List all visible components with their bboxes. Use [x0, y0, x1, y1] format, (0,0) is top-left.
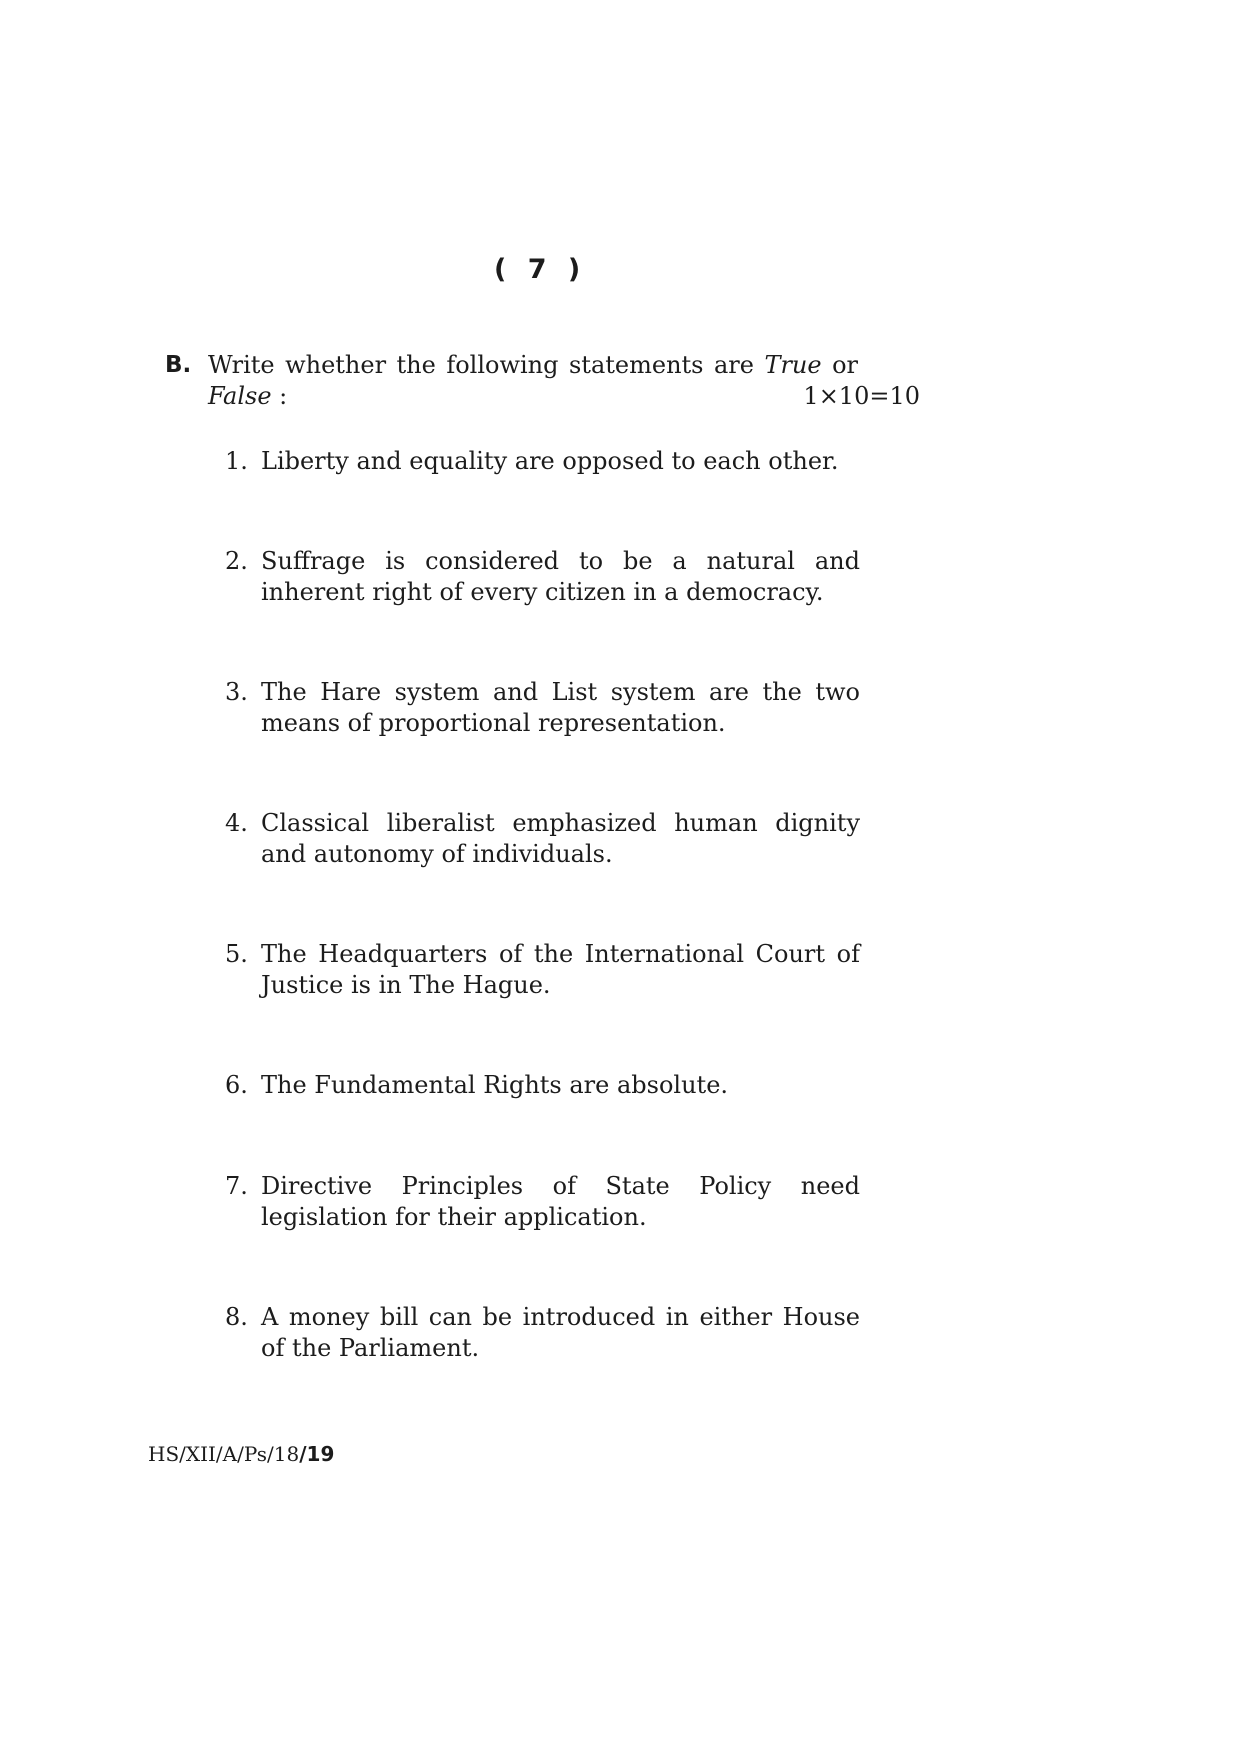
false-suffix: :	[271, 382, 288, 410]
question-item	[225, 446, 860, 477]
instruction-text: Write whether the following statements are	[208, 351, 765, 379]
question-number: 1.	[225, 447, 248, 475]
question-text: The Headquarters of the International Court of Justice is in The Hague.	[261, 940, 860, 999]
or-word: or	[821, 351, 859, 379]
question-item	[225, 1070, 860, 1101]
page-number: ( 7 )	[494, 254, 587, 285]
question-text: The Fundamental Rights are absolute.	[261, 1071, 729, 1099]
section-instruction	[165, 350, 920, 412]
question-section-b	[165, 350, 920, 412]
instruction-line-2	[208, 381, 920, 412]
question-text: Suffrage is considered to be a natural and inherent right of every citizen in a democracy.	[261, 547, 860, 606]
paper-code-text: HS/XII/A/Ps/18	[148, 1442, 300, 1466]
question-item	[225, 808, 860, 870]
marks-label: 1×10=10	[803, 382, 920, 410]
question-number: 8.	[225, 1303, 248, 1331]
question-text: Directive Principles of State Policy need legislation for their application.	[261, 1172, 860, 1231]
false-word: False	[208, 382, 272, 410]
false-label	[208, 381, 287, 412]
question-number: 2.	[225, 547, 248, 575]
question-item	[225, 546, 860, 608]
paper-code	[148, 1442, 334, 1466]
question-text: Classical liberalist emphasized human dignity and autonomy of individuals.	[261, 809, 860, 868]
question-text: The Hare system and List system are the two means of proportional representation.	[261, 678, 860, 737]
question-item	[225, 1302, 860, 1364]
question-number: 4.	[225, 809, 248, 837]
question-number: 5.	[225, 940, 248, 968]
question-number: 3.	[225, 678, 248, 706]
instruction-line-1	[208, 350, 858, 381]
paper-code-suffix: /19	[299, 1442, 335, 1466]
question-text: Liberty and equality are opposed to each other.	[261, 447, 839, 475]
question-number: 7.	[225, 1172, 248, 1200]
section-letter: B.	[165, 352, 192, 378]
question-text: A money bill can be introduced in either House of the Parliament.	[261, 1303, 860, 1362]
question-number: 6.	[225, 1071, 248, 1099]
question-item	[225, 1171, 860, 1233]
question-item	[225, 677, 860, 739]
question-item	[225, 939, 860, 1001]
true-word: True	[764, 351, 822, 379]
